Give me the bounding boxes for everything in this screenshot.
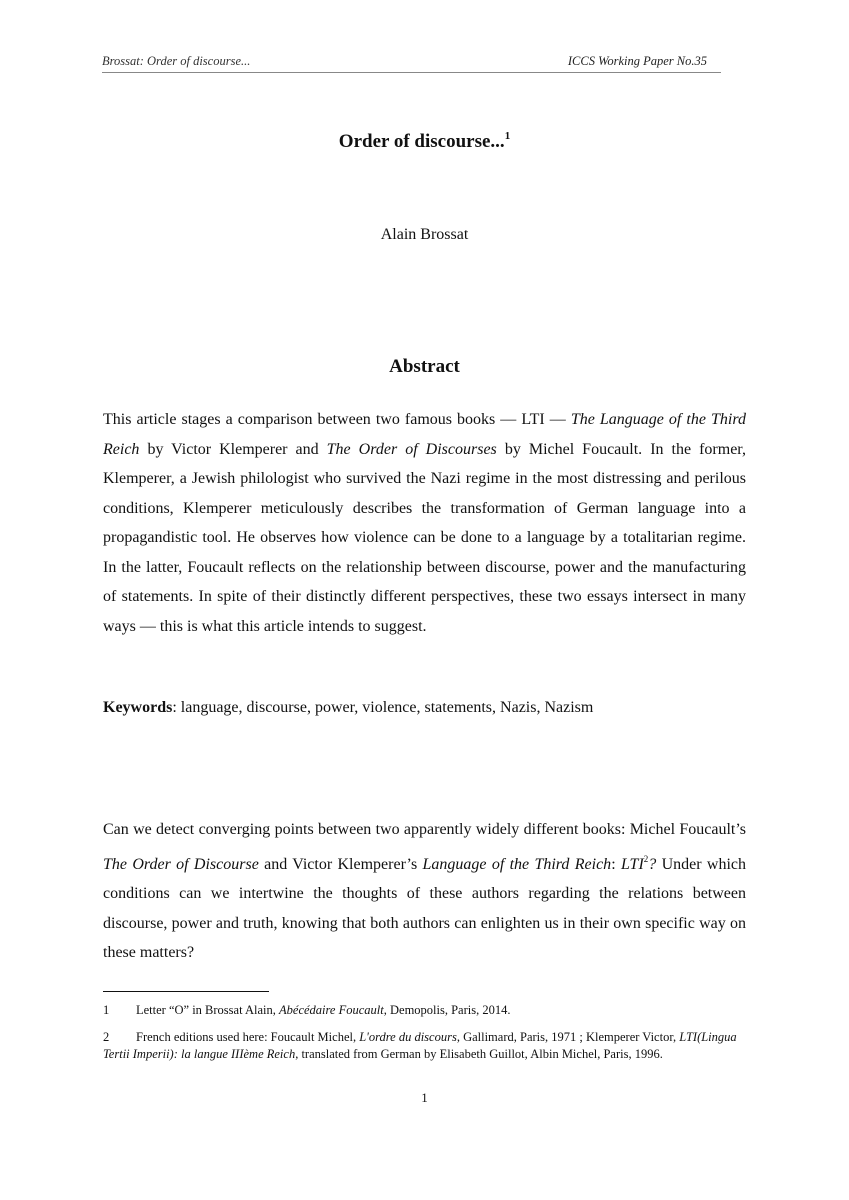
book-title: The Order of Discourse [103,855,259,873]
abstract-text: This article stages a comparison between two famous books — LTI — [103,411,571,428]
footnote-number: 1 [103,1003,110,1017]
footnote-text: , Gallimard, Paris, 1971 ; Klemperer Victor, [456,1030,680,1044]
book-title: The Language of the Third Reich [103,411,746,458]
body-text: : [611,855,621,873]
header-right: ICCS Working Paper No.35 [567,54,707,68]
intro-paragraph [103,815,746,968]
abstract-text: by Michel Foucault. In the former, Klemperer, a Jewish philologist who survived the Nazi regime in the most distressing and perilous conditions, Klemperer meticulously describes the transformation of German language into a propagandistic tool. He observes how violence can be done to a language by a totalitarian regime. In the latter, Foucault reflects on the relationship between discourse, power and the manufacturing of statements. In spite of their distinctly different perspectives, these two essays intersect in many ways — this is what this article intends to suggest. [103,440,746,635]
page-number: 1 [421,1090,428,1105]
title-footnote-ref: 1 [504,130,511,142]
footnote-text: French editions used here: Foucault Michel, [136,1030,360,1044]
keywords-value: : language, discourse, power, violence, statements, Nazis, Nazism [172,699,594,716]
body-text: Under which conditions can we intertwine the thoughts of these authors regarding the relations between discourse, power and truth, knowing that both authors can enlighten us in their own specific way on these matters? [103,855,747,961]
footnote-1 [103,1002,746,1019]
footnote-2 [103,1029,746,1062]
paper-title [0,130,849,153]
book-title: LTI [620,855,644,873]
footnote-title: Abécédaire Foucault [279,1003,384,1017]
footnote-number: 2 [103,1030,110,1044]
author: Alain Brossat [380,226,469,243]
footnote-text: Letter “O” in Brossat Alain, [136,1003,280,1017]
footnote-text: , Demopolis, Paris, 2014. [383,1003,511,1017]
title-text: Order of discourse... [338,131,505,152]
footnote-text: , translated from German by Elisabeth Guillot, Albin Michel, Paris, 1996. [295,1046,663,1061]
keywords [103,693,746,723]
header-left: Brossat: Order of discourse... [102,54,251,68]
book-title: Language of the Third Reich [422,855,612,873]
body-text: and Victor Klemperer’s [258,855,423,873]
running-header [102,52,721,73]
keywords-label: Keywords [103,699,173,716]
footnote-separator [103,991,269,992]
body-text: Can we detect converging points between two apparently widely different books: Michel Foucault’s [103,821,746,838]
body-text: ? [648,855,657,873]
abstract-text: by Victor Klemperer and [139,440,327,458]
abstract-heading: Abstract [389,356,460,377]
book-title: The Order of Discourses [326,440,497,458]
footnote-ref: 2 [643,853,649,864]
footnote-title: LTI(Lingua Tertii Imperii): la langue IIIème Reich [103,1030,737,1061]
abstract-paragraph [103,405,746,641]
footnote-title: L'ordre du discours [359,1030,457,1044]
